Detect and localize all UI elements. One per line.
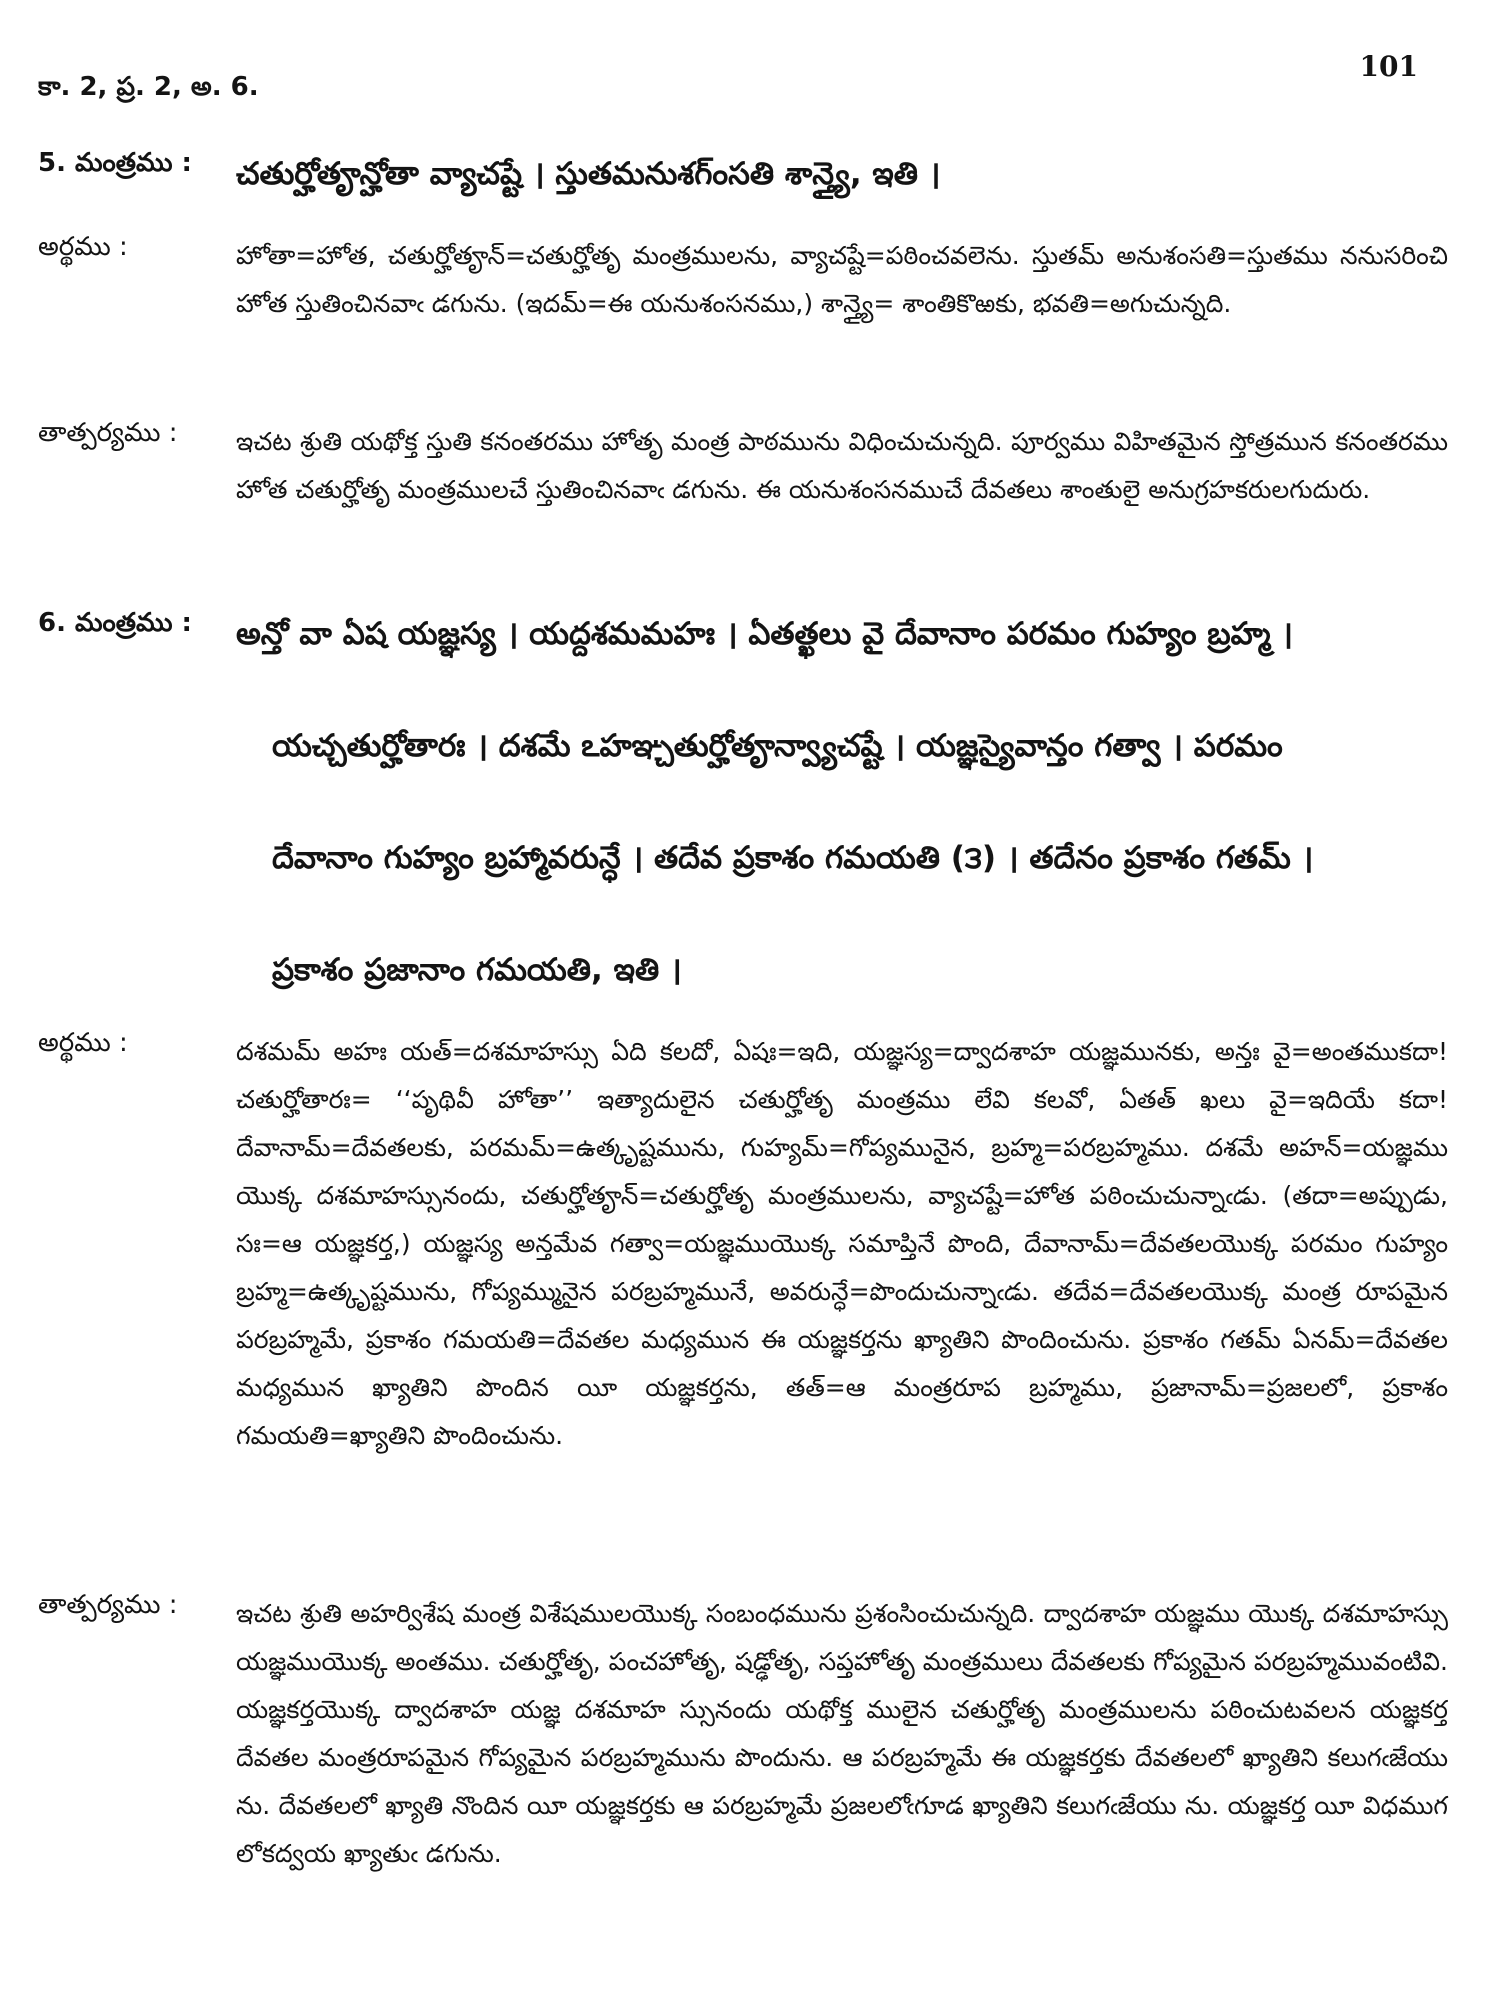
section5-artha-text: హోతా=హోత, చతుర్హోతౄన్=చతుర్హోతృ మంత్రములను, వ్యాచష్టే=పఠించవలెను. స్తుతమ్ అనుశంసతి=స్తుతము ననుసరించి హోత స్తుతించినవాఁ డగును. (ఇదమ్=ఈ యనుశంసనము,) శాన్త్యై= శాంతికొఱకు, భవతి=అగుచున్నది.: [236, 241, 1448, 318]
section6-mantra-line-4: ప్రకాశం ప్రజానాం గమయతి, ఇతి ।: [272, 952, 682, 988]
section5-artha: [38, 232, 1448, 328]
section5-mantra-label: 5. మంత్రము :: [38, 148, 192, 178]
section6-mantra-block: [236, 608, 1448, 1056]
section6-mantra: [38, 608, 1448, 1056]
section5-mantra-text: చతుర్హోతౄన్హోతా వ్యాచష్టే । స్తుతమనుశగ్ంసతి శాన్త్యై, ఇతి ।: [236, 156, 941, 192]
chapter-reference: కా. 2, ప్ర. 2, అ. 6.: [38, 72, 259, 102]
section6-tatparya: [38, 1590, 1448, 1878]
section6-artha-text: దశమమ్ అహః యత్=దశమాహస్సు ఏది కలదో, ఏషః=ఇది, యజ్ఞస్య=ద్వాదశాహ యజ్ఞమునకు, అన్తః వై=అంతముకదా! చతుర్హోతారః= ‘‘పృథివీ హోతా’’ ఇత్యాదులైన చతుర్హోతృ మంత్రము లేవి కలవో, ఏతత్ ఖలు వై=ఇదియే కదా! దేవానామ్=దేవతలకు, పరమమ్=ఉత్కృష్టమును, గుహ్యమ్=గోప్యమునైన, బ్రహ్మ=పరబ్రహ్మము. దశమే అహన్=యజ్ఞము యొక్క దశమాహస్సునందు, చతుర్హోతౄన్=చతుర్హోతృ మంత్రములను, వ్యాచష్టే=హోత పఠించుచున్నాఁడు. (తదా=అప్పుడు, సః=ఆ యజ్ఞకర్త,) యజ్ఞస్య అన్తమేవ గత్వా=యజ్ఞముయొక్క సమాప్తినే పొంది, దేవానామ్=దేవతలయొక్క పరమం గుహ్యం బ్రహ్మ=ఉత్కృష్టమును, గోప్యమ్మునైన పరబ్రహ్మమునే, అవరున్ధే=పొందుచున్నాఁడు. తదేవ=దేవతలయొక్క మంత్ర రూపమైన పరబ్రహ్మమే, ప్రకాశం గమయతి=దేవతల మధ్యమున ఈ యజ్ఞకర్తను ఖ్యాతిని పొందించును. ప్రకాశం గతమ్ ఏనమ్=దేవతల మధ్యమున ఖ్యాతిని పొందిన యీ యజ్ఞకర్తను, తత్=ఆ మంత్రరూప బ్రహ్మము, ప్రజానామ్=ప్రజలలో, ప్రకాశం గమయతి=ఖ్యాతిని పొందించును.: [236, 1037, 1448, 1450]
section6-mantra-line-3: దేవానాం గుహ్యం బ్రహ్మావరున్ధే । తదేవ ప్రకాశం గమయతి (౩) । తదేనం ప్రకాశం గతమ్ ।: [272, 840, 1314, 876]
section6-mantra-label: 6. మంత్రము :: [38, 608, 192, 638]
section6-mantra-line-1: అన్తో వా ఏష యజ్ఞస్య । యద్దశమమహః । ఏతత్ఖలు వై దేవానాం పరమం గుహ్యం బ్రహ్మ ।: [236, 616, 1294, 652]
section5-tatparya: [38, 418, 1448, 514]
section6-tatparya-label: తాత్పర్యము :: [38, 1590, 178, 1620]
page-number: 101: [1359, 50, 1418, 83]
section6-mantra-line-2: యచ్చతుర్హోతారః । దశమే ఽహఞ్చతుర్హోతౄన్వ్యాచష్టే । యజ్ఞస్యైవాన్తం గత్వా । పరమం: [272, 728, 1283, 764]
section6-tatparya-text: ఇచట శ్రుతి అహర్విశేష మంత్ర విశేషములయొక్క సంబంధమును ప్రశంసించుచున్నది. ద్వాదశాహ యజ్ఞము యొక్క దశమాహస్సు యజ్ఞముయొక్క అంతము. చతుర్హోతృ, పంచహోతృ, షడ్ఢోతృ, సప్తహోతృ మంత్రములు దేవతలకు గోప్యమైన పరబ్రహ్మమువంటివి. యజ్ఞకర్తయొక్క ద్వాదశాహ యజ్ఞ దశమాహ స్సునందు యథోక్త ములైన చతుర్హోతృ మంత్రములను పఠించుటవలన యజ్ఞకర్త దేవతల మంత్రరూపమైన గోప్యమైన పరబ్రహ్మమును పొందును. ఆ పరబ్రహ్మమే ఈ యజ్ఞకర్తకు దేవతలలో ఖ్యాతిని కలుగఁజేయు ను. దేవతలలో ఖ్యాతి నొందిన యీ యజ్ఞకర్తకు ఆ పరబ్రహ్మమే ప్రజలలోఁగూడ ఖ్యాతిని కలుగఁజేయు ను. యజ్ఞకర్త యీ విధముగ లోకద్వయ ఖ్యాతుఁ డగును.: [236, 1599, 1448, 1868]
section5-artha-label: అర్థము :: [38, 232, 128, 262]
section5-tatparya-label: తాత్పర్యము :: [38, 418, 178, 448]
section5-tatparya-text: ఇచట శ్రుతి యథోక్త స్తుతి కనంతరము హోతృ మంత్ర పాఠమును విధించుచున్నది. పూర్వము విహితమైన స్తోత్రమున కనంతరము హోత చతుర్హోతృ మంత్రములచే స్తుతించినవాఁ డగును. ఈ యనుశంసనముచే దేవతలు శాంతులై అనుగ్రహకరులగుదురు.: [236, 427, 1448, 504]
section6-artha: [38, 1028, 1448, 1460]
section5-mantra: [38, 148, 1448, 200]
section6-artha-label: అర్థము :: [38, 1028, 128, 1058]
